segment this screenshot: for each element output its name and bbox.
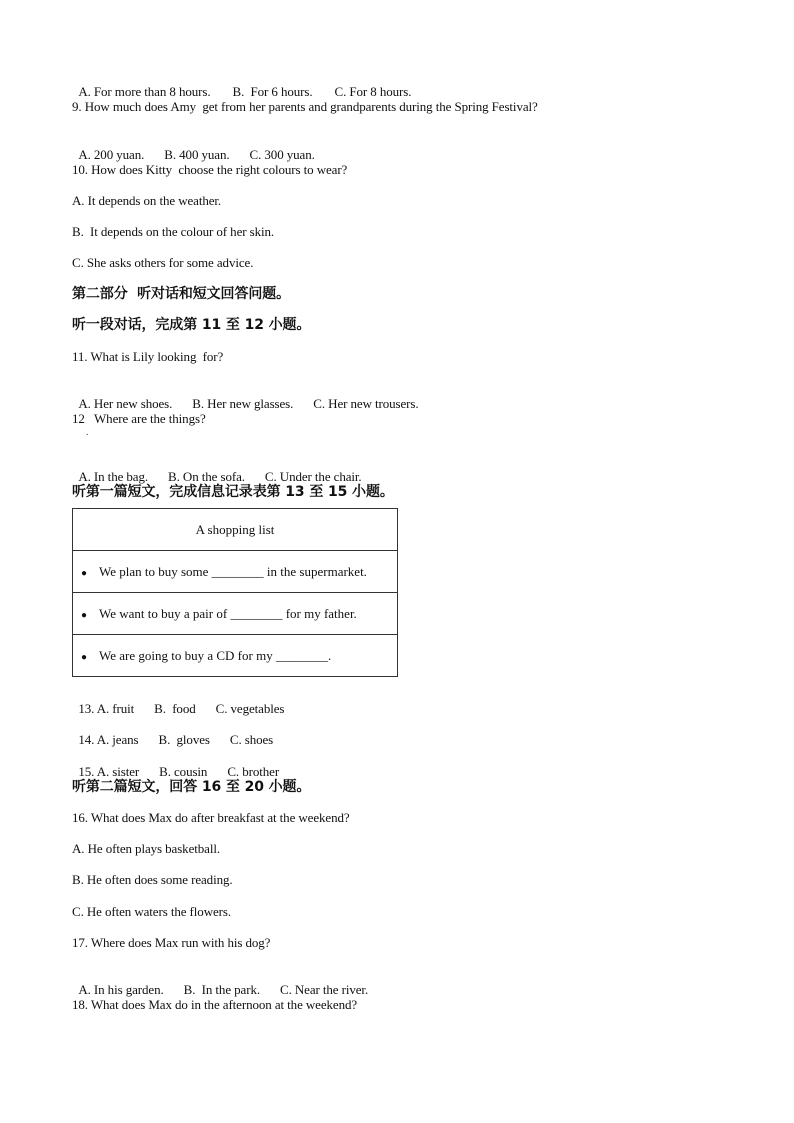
q16-option-c: C. He often waters the flowers.: [72, 904, 231, 919]
q12-option-c: C. Under the chair.: [264, 469, 362, 484]
bullet-icon: ●: [81, 651, 88, 663]
shopping-list-item: We want to buy a pair of ________ for my father.: [99, 605, 357, 621]
q11-option-a: A. Her new shoes.: [78, 396, 173, 411]
q13-option-c: C. vegetables: [215, 701, 285, 716]
q12-question: 12 Where are the things?: [72, 411, 206, 426]
shopping-list-item: We plan to buy some ________ in the supermarket.: [99, 563, 367, 579]
q10-option-a: A. It depends on the weather.: [72, 193, 222, 208]
part2-heading: 第二部分 听对话和短文回答问题。: [72, 286, 291, 302]
q12-option-b: B. On the sofa.: [168, 469, 245, 484]
shopping-list-row: [73, 635, 398, 677]
q15-option-a: 15. A. sister: [78, 764, 140, 779]
q9-question: 9. How much does Amy get from her parents and grandparents during the Spring Festival?: [72, 99, 538, 114]
q17-question: 17. Where does Max run with his dog?: [72, 935, 271, 950]
passage1-heading: 听第一篇短文，完成信息记录表第 13 至 15 小题。: [72, 484, 394, 500]
q8-option-a: A. For more than 8 hours.: [78, 84, 211, 99]
q12-option-a: A. In the bag.: [78, 469, 149, 484]
q13-option-b: B. food: [154, 701, 196, 716]
q8-option-b: B. For 6 hours.: [232, 84, 313, 99]
q16-question: 16. What does Max do after breakfast at the weekend?: [72, 810, 350, 825]
q15-option-c: C. brother: [227, 764, 280, 779]
shopping-list-row: [73, 593, 398, 635]
q10-option-b: B. It depends on the colour of her skin.: [72, 224, 275, 239]
q14-options: [72, 716, 273, 748]
q13-option-a: 13. A. fruit: [78, 701, 135, 716]
bullet-icon: ●: [81, 609, 88, 621]
q16-option-a: A. He often plays basketball.: [72, 841, 221, 856]
shopping-list-cell: [73, 593, 398, 635]
q8-option-c: C. For 8 hours.: [334, 84, 412, 99]
q11-option-c: C. Her new trousers.: [313, 396, 419, 411]
shopping-list-title: A shopping list: [73, 509, 398, 551]
q9-option-a: A. 200 yuan.: [78, 147, 145, 162]
q17-option-c: C. Near the river.: [280, 982, 369, 997]
q17-option-b: B. In the park.: [183, 982, 261, 997]
q15-options: [72, 748, 279, 780]
shopping-list-table: [72, 508, 398, 677]
dialogue-heading: 听一段对话，完成第 11 至 12 小题。: [72, 317, 311, 333]
q12-number-mark: .: [86, 427, 89, 437]
shopping-list-cell: [73, 551, 398, 593]
passage2-heading: 听第二篇短文，回答 16 至 20 小题。: [72, 779, 311, 795]
q11-option-b: B. Her new glasses.: [192, 396, 294, 411]
q18-question: 18. What does Max do in the afternoon at the weekend?: [72, 997, 358, 1012]
q10-option-c: C. She asks others for some advice.: [72, 255, 254, 270]
shopping-list-row: [73, 551, 398, 593]
q14-option-a: 14. A. jeans: [78, 732, 139, 747]
q11-options: [72, 380, 419, 412]
q14-option-c: C. shoes: [229, 732, 274, 747]
q11-question: 11. What is Lily looking for?: [72, 349, 224, 364]
bullet-icon: ●: [81, 567, 88, 579]
q10-question: 10. How does Kitty choose the right colours to wear?: [72, 162, 348, 177]
shopping-list-header-row: [73, 509, 398, 551]
q16-option-b: B. He often does some reading.: [72, 872, 233, 887]
q8-options: [72, 68, 411, 100]
q9-option-c: C. 300 yuan.: [249, 147, 315, 162]
q15-option-b: B. cousin: [159, 764, 208, 779]
shopping-list-cell: [73, 635, 398, 677]
q17-options: [72, 966, 368, 998]
shopping-list-item: We are going to buy a CD for my ________.: [99, 647, 332, 663]
q9-option-b: B. 400 yuan.: [164, 147, 230, 162]
q13-options: [72, 685, 284, 717]
q12-options: [72, 453, 362, 485]
q14-option-b: B. gloves: [158, 732, 210, 747]
q17-option-a: A. In his garden.: [78, 982, 164, 997]
q9-options: [72, 131, 315, 163]
